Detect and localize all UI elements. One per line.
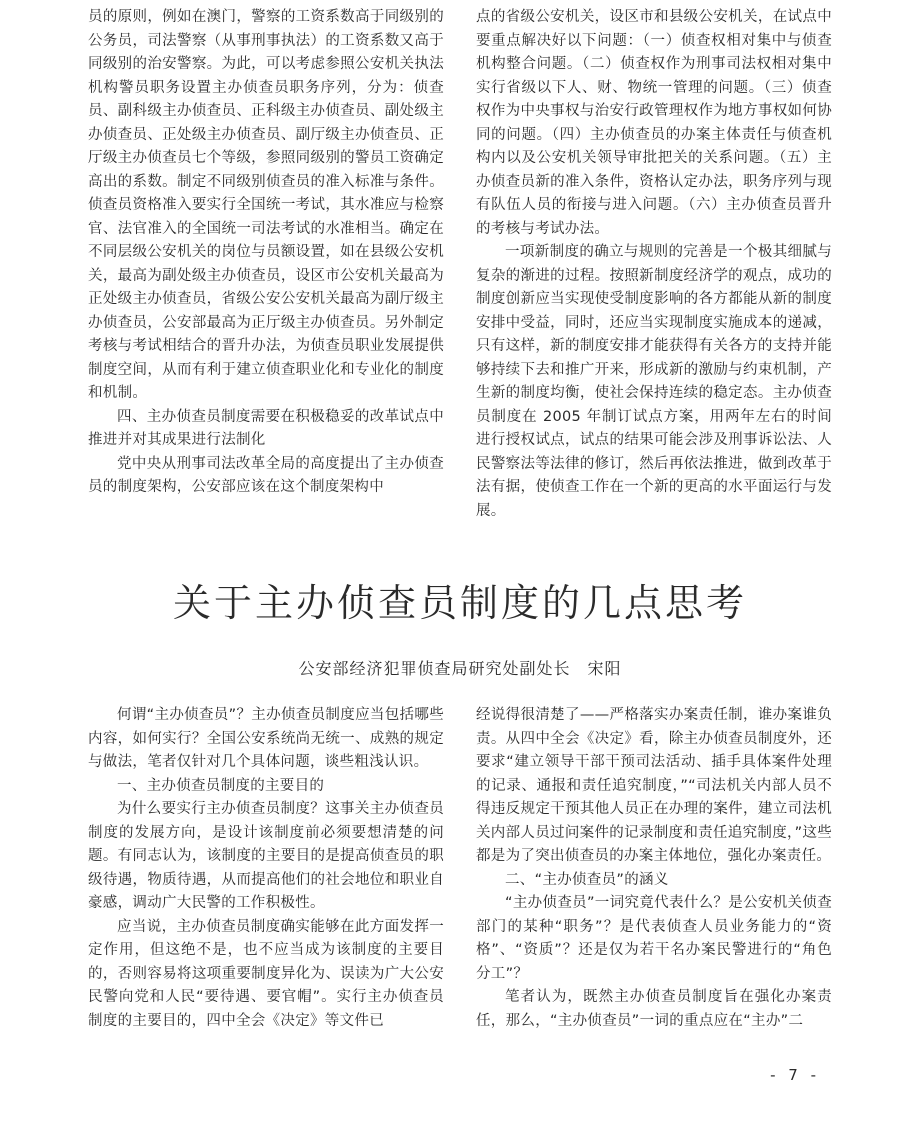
paragraph: “主办侦查员”一词究竟代表什么？是公安机关侦查部门的某种“职务”？是代表侦查人员业务能力的“资格”、“资质”？还是仅为若干名办案民警进行的“角色分工”？ (476, 895, 832, 982)
page-number: - 7 - (770, 1066, 820, 1084)
paragraph: 何谓“主办侦查员”？主办侦查员制度应当包括哪些内容，如何实行？全国公安系统尚无统一、成熟的规定与做法，笔者仅针对几个具体问题，谈些粗浅认识。 (88, 707, 444, 770)
top-left-column (88, 6, 444, 500)
bottom-left-column (88, 704, 444, 1033)
paragraph: 员的原则，例如在澳门，警察的工资系数高于同级别的公务员，司法警察（从事刑事执法）的工资系数又高于同级别的治安警察。为此，可以考虑参照公安机关执法机构警员职务设置主办侦查员职务序列，分为：侦查员、副科级主办侦查员、正科级主办侦查员、副处级主办侦查员、正处级主办侦查员、副厅级主办侦查员、正厅级主办侦查员七个等级，参照同级别的警员工资确定高出的系数。制定不同级别侦查员的准入标准与条件。侦查员资格准入要实行全国统一考试，其水准应与检察官、法官准入的全国统一司法考试的水准相当。确定在不同层级公安机关的岗位与员额设置，如在县级公安机关，最高为副处级主办侦查员，设区市公安机关最高为正处级主办侦查员，省级公安公安机关最高为副厅级主办侦查员，公安部最高为正厅级主办侦查员。另外制定考核与考试相结合的晋升办法，为侦查员职业发展提供制度空间，从而有利于建立侦查职业化和专业化的制度和机制。 (88, 9, 444, 401)
paragraph: 一项新制度的确立与规则的完善是一个极其细腻与复杂的渐进的过程。按照新制度经济学的观点，成功的制度创新应当实现使受制度影响的各方都能从新的制度安排中受益，同时，还应当实现制度实施成本的递减，只有这样，新的制度安排才能获得有关各方的支持并能够持续下去和推广开来，形成新的激励与约束机制，产生新的制度均衡，使社会保持连续的稳定态。主办侦查员制度在 2005 年制订试点方案，用两年左右的时间进行授权试点，试点的结果可能会涉及刑事诉讼法、人民警察法等法律的修订，然后再依法推进，做到改革于法有据，使侦查工作在一个新的更高的水平面运行与发展。 (476, 244, 832, 519)
paragraph: 党中央从刑事司法改革全局的高度提出了主办侦查员的制度架构，公安部应该在这个制度架构中 (88, 455, 444, 495)
section-heading: 二、“主办侦查员”的涵义 (505, 871, 669, 888)
paragraph: 应当说，主办侦查员制度确实能够在此方面发挥一定作用，但这绝不是，也不应当成为该制度的主要目的，否则容易将这项重要制度异化为、误读为广大公安民警向党和人民“要待遇、要官帽”。实行主办侦查员制度的主要目的，四中全会《决定》等文件已 (88, 918, 444, 1029)
bottom-right-column (476, 704, 832, 1033)
paragraph: 点的省级公安机关，设区市和县级公安机关，在试点中要重点解决好以下问题：（一）侦查权相对集中与侦查机构整合问题。（二）侦查权作为刑事司法权相对集中实行省级以下人、财、物统一管理的问题。（三）侦查权作为中央事权与治安行政管理权作为地方事权如何协同的问题。（四）主办侦查员的办案主体责任与侦查机构内以及公安机关领导审批把关的关系问题。（五）主办侦查员新的准入条件，资格认定办法，职务序列与现有队伍人员的衔接与进入问题。（六）主办侦查员晋升的考核与考试办法。 (476, 9, 832, 237)
section-heading: 一、主办侦查员制度的主要目的 (117, 777, 325, 794)
paragraph: 经说得很清楚了——严格落实办案责任制，谁办案谁负责。从四中全会《决定》看，除主办侦查员制度外，还要求“建立领导干部干预司法活动、插手具体案件处理的记录、通报和责任追究制度，”“司法机关内部人员不得违反规定干预其他人员正在办理的案件，建立司法机关内部人员过问案件的记录制度和责任追究制度，”这些都是为了突出侦查员的办案主体地位，强化办案责任。 (476, 707, 832, 864)
article-author: 公安部经济犯罪侦查局研究处副处长 宋阳 (298, 659, 622, 678)
article-title: 关于主办侦查员制度的几点思考 (172, 581, 747, 625)
section-heading: 四、主办侦查员制度需要在积极稳妥的改革试点中推进并对其成果进行法制化 (88, 408, 444, 448)
paragraph: 笔者认为，既然主办侦查员制度旨在强化办案责任，那么，“主办侦查员”一词的重点应在“主办”二 (476, 989, 832, 1029)
top-right-column (476, 6, 832, 523)
paragraph: 为什么要实行主办侦查员制度？这事关主办侦查员制度的发展方向，是设计该制度前必须要想清楚的问题。有同志认为，该制度的主要目的是提高侦查员的职级待遇，物质待遇，从而提高他们的社会地位和职业自豪感，调动广大民警的工作积极性。 (88, 801, 444, 911)
